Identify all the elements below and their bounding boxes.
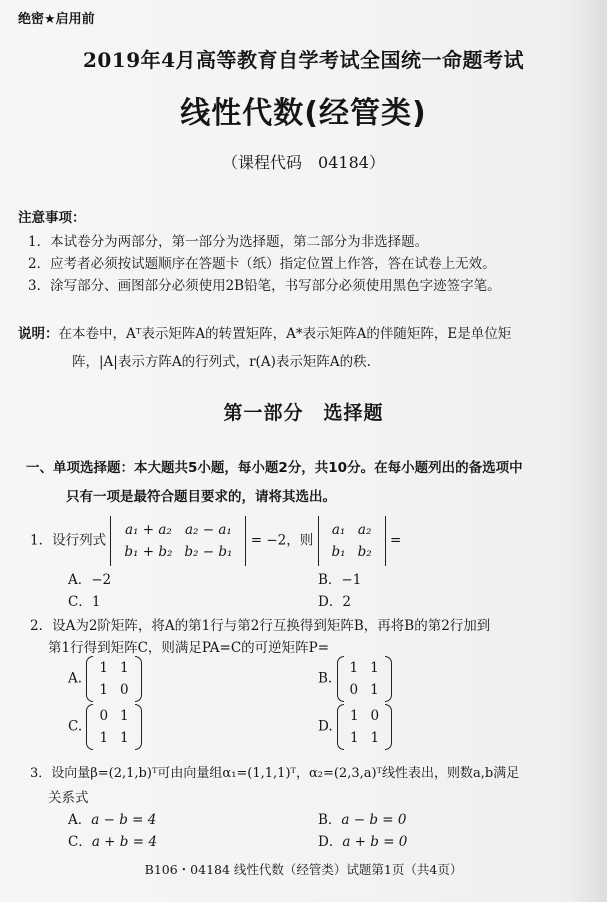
det-cell: a₂ − a₁	[185, 522, 232, 538]
matrix-cell: 0	[99, 708, 109, 724]
matrix-cell: 1	[120, 708, 129, 724]
option-label: A．	[68, 572, 92, 588]
question-1	[30, 516, 401, 566]
option-value: 1	[91, 594, 101, 610]
det-cell: b₂ − b₁	[184, 544, 233, 560]
matrix-cell: 0	[370, 708, 380, 724]
q1-determinant-2	[318, 516, 386, 566]
option-label: B．	[318, 812, 342, 828]
description-label: 说明：	[18, 326, 59, 342]
question-2-line-2: 第1行得到矩阵C，则满足PA=C的可逆矩阵P=	[48, 640, 330, 656]
matrix-cell: 1	[370, 660, 379, 676]
matrix-cell: 1	[349, 708, 359, 724]
q2-option-c	[68, 704, 142, 750]
option-label: D.	[318, 718, 333, 735]
option-value: 2	[342, 594, 351, 610]
option-matrix	[86, 704, 141, 750]
matrix-cell: 1	[370, 730, 380, 746]
det-cell: b₁ + b₂	[124, 544, 173, 560]
exam-title: 2019年4月高等教育自学考试全国统一命题考试	[82, 48, 525, 72]
matrix-cell: 0	[119, 682, 129, 698]
q1-option-d	[318, 590, 351, 610]
option-matrix	[337, 656, 392, 702]
q1-equals: = −2，则	[250, 532, 314, 549]
option-label: B.	[318, 670, 333, 687]
option-value: a + b = 4	[91, 834, 157, 850]
matrix-cell: 1	[99, 682, 108, 698]
q1-suffix: =	[389, 532, 402, 549]
q1-prefix: 1．设行列式	[30, 532, 107, 549]
matrix-cell: 1	[99, 730, 109, 746]
matrix-cell: 1	[370, 682, 379, 698]
q3-option-b	[318, 808, 407, 828]
description-line-1	[18, 322, 511, 342]
q2-option-a	[68, 656, 142, 702]
det-cell: a₁ + a₂	[124, 522, 172, 538]
q3-option-d	[318, 830, 407, 850]
matrix-cell: 1	[119, 660, 129, 676]
page-edge-shadow	[567, 0, 607, 902]
notice-item: 3．涂写部分、画图部分必须使用2B铅笔，书写部分必须使用黑色字迹签字笔。	[28, 278, 501, 294]
option-matrix	[337, 704, 392, 750]
matrix-cell: 1	[99, 660, 108, 676]
section-title-cont: 只有一项是最符合题目要求的，请将其选出。	[66, 489, 336, 505]
notice-title: 注意事项：	[18, 210, 86, 226]
question-3-line-2: 关系式	[48, 790, 89, 806]
q2-option-b	[318, 656, 392, 702]
description-line-2: 阵，|A|表示方阵A的行列式，r(A)表示矩阵A的秩.	[72, 354, 371, 370]
q3-option-a	[68, 808, 156, 828]
option-label: C．	[68, 834, 92, 850]
option-value: a − b = 4	[91, 812, 157, 828]
matrix-cell: 1	[349, 730, 359, 746]
question-3-line-1: 3．设向量β=(2,1,b)ᵀ可由向量组α₁=(1,1,1)ᵀ，α₂=(2,3,a)ᵀ线性表出，则数a,b满足	[30, 766, 520, 781]
course-code: （课程代码 04184）	[222, 153, 385, 172]
matrix-cell: 1	[349, 660, 359, 676]
option-value: −1	[341, 572, 362, 588]
matrix-cell: 0	[349, 682, 359, 698]
page-footer: B106・04184 线性代数（经管类）试题第1页（共4页）	[144, 862, 463, 877]
q1-option-c	[68, 590, 100, 610]
description-text-1: 在本卷中，Aᵀ表示矩阵A的转置矩阵，A*表示矩阵A的伴随矩阵，E是单位矩	[58, 326, 512, 342]
secret-label: 绝密★启用前	[18, 12, 95, 27]
option-label: D．	[318, 834, 343, 850]
det-cell: b₁	[331, 544, 346, 560]
q2-option-d	[318, 704, 392, 750]
option-label: C．	[68, 594, 92, 610]
option-label: C.	[68, 718, 83, 735]
option-value: a − b = 0	[341, 812, 407, 828]
det-cell: b₂	[357, 544, 372, 560]
option-label: D．	[318, 594, 343, 610]
matrix-cell: 1	[120, 730, 129, 746]
det-cell: a₂	[357, 522, 372, 538]
notice-item: 1．本试卷分为两部分，第一部分为选择题，第二部分为非选择题。	[28, 234, 429, 250]
det-cell: a₁	[331, 522, 346, 538]
option-label: A．	[68, 812, 92, 828]
q1-option-b	[318, 568, 361, 588]
q1-determinant-1	[110, 516, 246, 566]
question-2-line-1: 2．设A为2阶矩阵，将A的第1行与第2行互换得到矩阵B，再将B的第2行加到	[30, 618, 491, 634]
option-label: B．	[318, 572, 342, 588]
part-one-title: 第一部分 选择题	[223, 402, 384, 424]
notice-item: 2．应考者必须按试题顺序在答题卡（纸）指定位置上作答，答在试卷上无效。	[28, 256, 496, 272]
option-value: a + b = 0	[342, 834, 408, 850]
option-matrix	[86, 656, 141, 702]
subject-title: 线性代数(经管类)	[180, 96, 427, 131]
option-label: A.	[68, 670, 83, 687]
section-title: 一、单项选择题：本大题共5小题，每小题2分，共10分。在每小题列出的备选项中	[26, 460, 523, 476]
q3-option-c	[68, 830, 157, 850]
option-value: −2	[91, 572, 112, 588]
q1-option-a	[68, 568, 111, 588]
